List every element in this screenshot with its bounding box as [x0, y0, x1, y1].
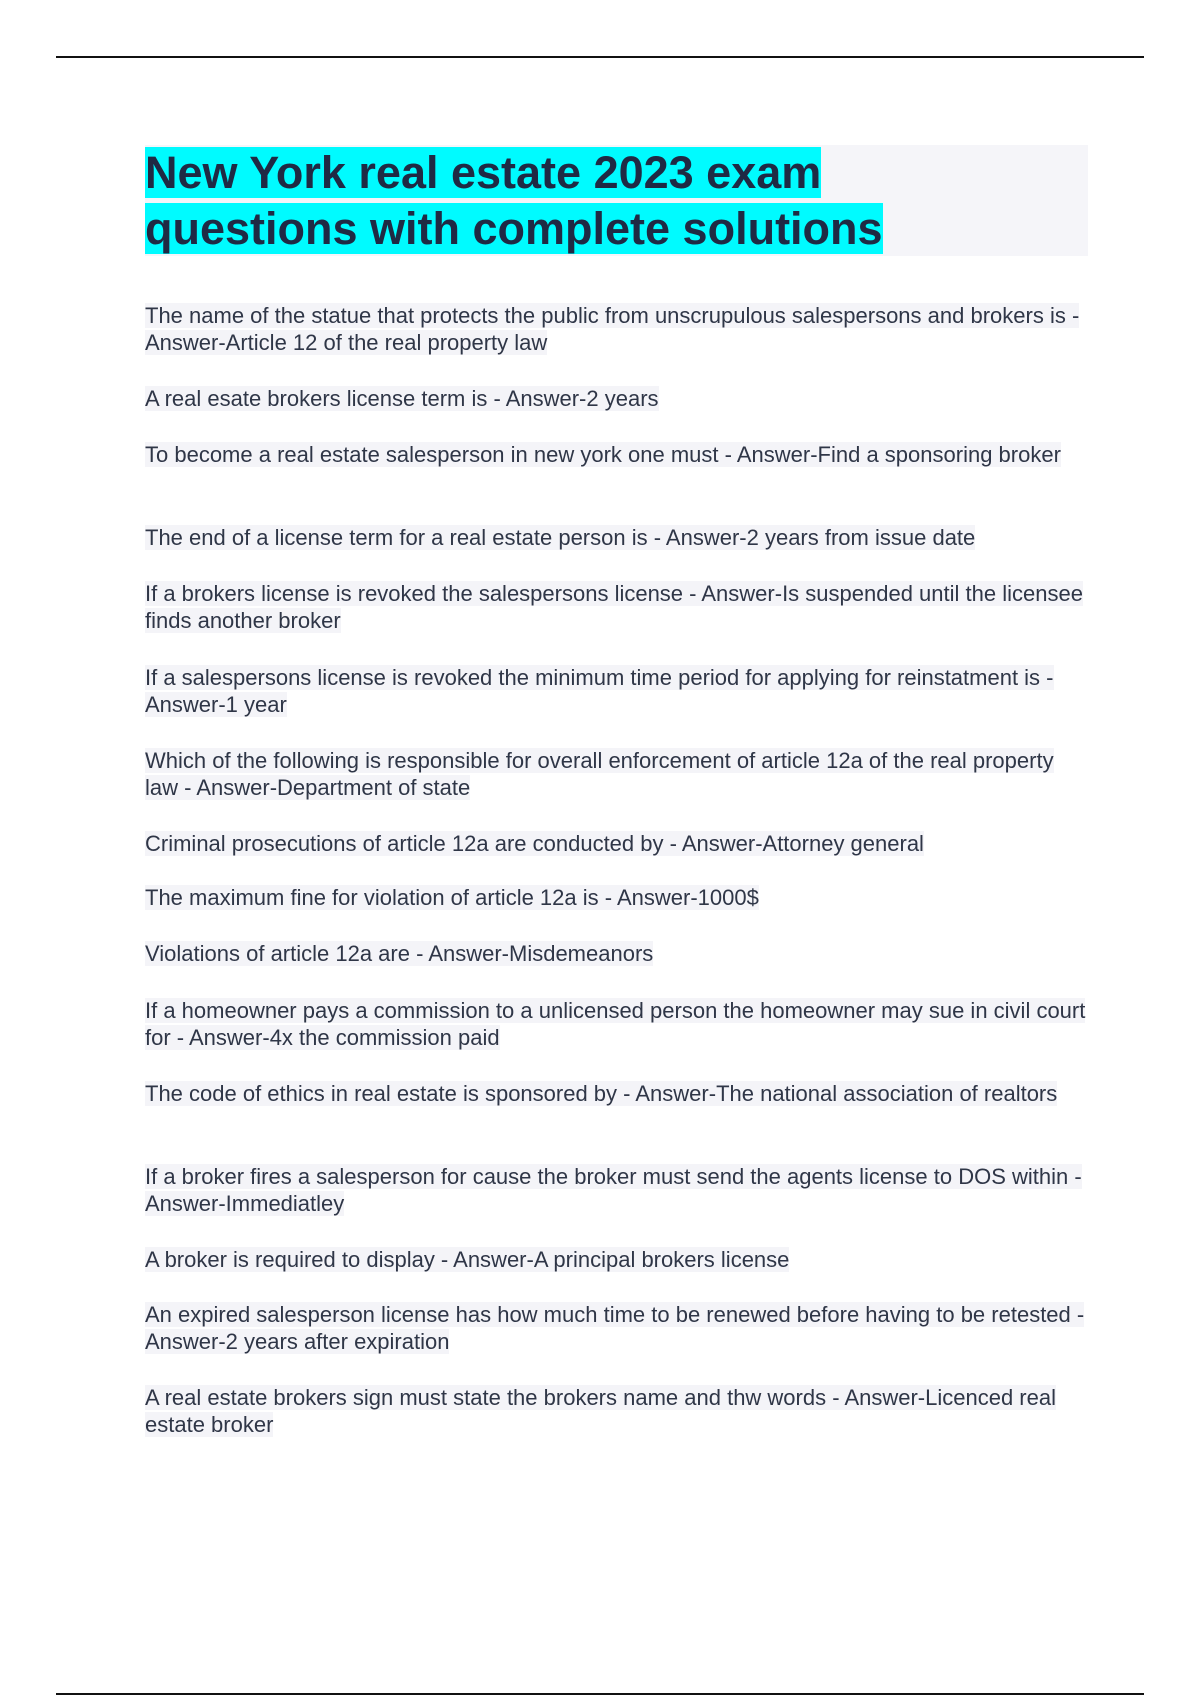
qa-item: [145, 302, 1090, 356]
qa-text: An expired salesperson license has how much time to be renewed before having to be retested - Answer-2 years after expiration: [145, 1302, 1085, 1354]
qa-text: If a broker fires a salesperson for cause the broker must send the agents license to DOS within - Answer-Immediatley: [145, 1164, 1082, 1216]
qa-text: Criminal prosecutions of article 12a are conducted by - Answer-Attorney general: [145, 831, 924, 856]
qa-item: [145, 385, 1090, 412]
qa-item: [145, 747, 1090, 801]
qa-item: [145, 830, 1090, 857]
qa-text: The end of a license term for a real estate person is - Answer-2 years from issue date: [145, 525, 976, 550]
qa-item: [145, 940, 1090, 967]
qa-item: [145, 1080, 1090, 1107]
qa-text: If a brokers license is revoked the salespersons license - Answer-Is suspended until the licensee finds another broker: [145, 581, 1083, 633]
qa-text: A broker is required to display - Answer-A principal brokers license: [145, 1247, 790, 1272]
qa-text: The name of the statue that protects the public from unscrupulous salespersons and brokers is - Answer-Article 12 of the real property law: [145, 303, 1080, 355]
qa-item: [145, 997, 1090, 1051]
top-rule: [56, 56, 1144, 58]
document-title-line1: New York real estate 2023 exam: [145, 147, 822, 198]
qa-item: [145, 441, 1090, 468]
document-title: [145, 145, 1088, 257]
qa-text: A real esate brokers license term is - Answer-2 years: [145, 386, 659, 411]
qa-text: To become a real estate salesperson in new york one must - Answer-Find a sponsoring broker: [145, 442, 1061, 467]
qa-item: [145, 524, 1090, 551]
qa-text: The maximum fine for violation of article 12a is - Answer-1000$: [145, 885, 759, 910]
qa-text: Which of the following is responsible for overall enforcement of article 12a of the real property law - Answer-Department of state: [145, 748, 1054, 800]
qa-item: [145, 580, 1090, 634]
qa-text: If a salespersons license is revoked the minimum time period for applying for reinstatment is - Answer-1 year: [145, 665, 1054, 717]
qa-item: [145, 1301, 1090, 1355]
qa-item: [145, 1384, 1090, 1438]
qa-text: If a homeowner pays a commission to a unlicensed person the homeowner may sue in civil court for - Answer-4x the commission paid: [145, 998, 1086, 1050]
qa-text: Violations of article 12a are - Answer-Misdemeanors: [145, 941, 654, 966]
document-title-line2: questions with complete solutions: [145, 203, 883, 254]
title-block: [145, 145, 1088, 256]
qa-text: The code of ethics in real estate is sponsored by - Answer-The national association of realtors: [145, 1081, 1058, 1106]
qa-text: A real estate brokers sign must state the brokers name and thw words - Answer-Licenced real estate broker: [145, 1385, 1056, 1437]
qa-item: [145, 1163, 1090, 1217]
qa-item: [145, 1246, 1090, 1273]
qa-item: [145, 884, 1090, 911]
bottom-rule: [56, 1693, 1144, 1695]
qa-item: [145, 664, 1090, 718]
